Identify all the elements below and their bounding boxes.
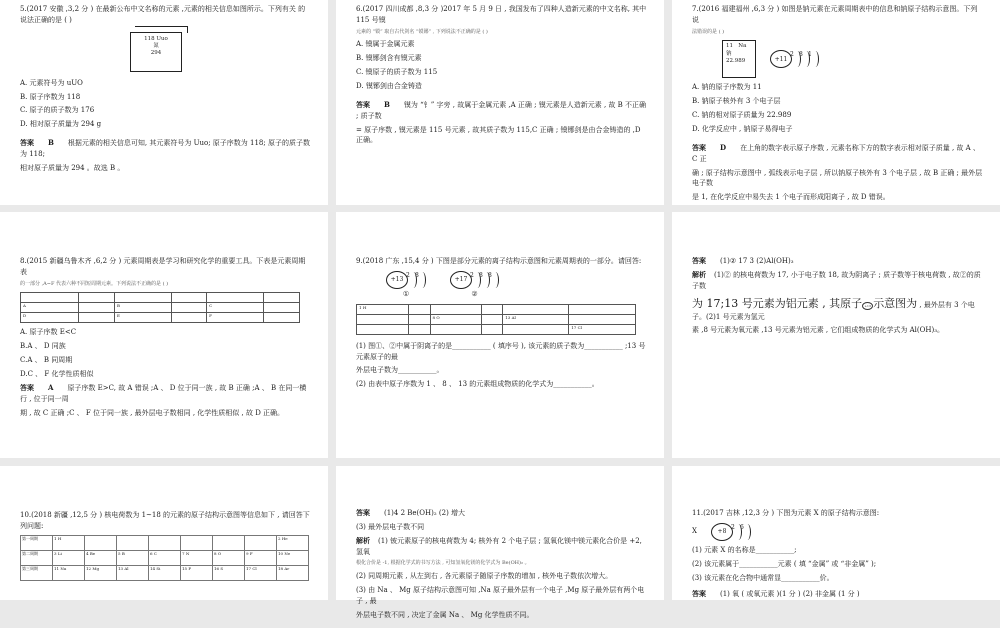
question-stem-cont: 法错误的是 ( ) — [692, 28, 725, 35]
explanation: 是 1, 在化学反应中易失去 1 个电子而形成阳离子 , 故 D 错误。 — [692, 193, 890, 202]
sub-question-1: (1) 图①、②中属于阴离子的是___________ ( 填序号 ), 该元素的质子数为___________ ;13 号元素原子的最 — [356, 341, 646, 361]
explanation-emphasis: 为 17;13 号元素为铝元素 , 其原子 +13 示意图为 , 最外层有 3 个电子。(2)1 号元素为氢元 — [692, 296, 975, 321]
sub-question-3: (3) 该元素在化合物中通常显___________价。 — [692, 573, 834, 582]
answer-line: 答案 (1) 氧 ( 或氧元素 )(1 分 ) (2) 非金属 (1 分 ) — [692, 589, 860, 599]
question-stem: 5.(2017 安徽 ,3,2 分 ) 在最新公布中文名称的元素 ,元素的相关信息如图所示。下列有关 的说法正确的是 ( ) — [20, 5, 306, 24]
explanation: 外层电子数不同 , 决定了金属 Na 、 Mg 化学性质不同。 — [356, 610, 534, 619]
explanation: 解析 (1)② 的核电荷数为 17, 小于电子数 18, 故为阴离子 ; 质子数等于核电荷数 , 故②的质子数 — [692, 269, 981, 290]
question-card-11 — [672, 466, 1000, 600]
ion-diagram-2: +17 2 8 8 ② — [450, 271, 499, 300]
question-stem-cont: 的一部分 ,A~F 代表六种不同短周期元素。下列说法不正确的是 ( ) — [20, 280, 169, 287]
option: A. 钠的原子序数为 11 — [692, 83, 762, 92]
option: D. 相对原子质量为 294 g — [20, 120, 102, 129]
question-card-9 — [336, 212, 664, 458]
option: C. 钠的相对原子质量为 22.989 — [692, 111, 792, 120]
question-card-6 — [336, 0, 664, 205]
explanation: 相对原子质量为 294 。故选 B 。 — [20, 163, 125, 172]
option: C.A 、 B 同周期 — [20, 356, 73, 365]
answer-line: 答案 D 在上角的数字表示原子序数 , 元素名称下方的数字表示相对原子质量 , 故 A 、C 正 — [692, 142, 980, 163]
answer-card-10 — [336, 466, 664, 619]
element-info-box: 11 Na 钠 22.989 — [722, 40, 756, 78]
option: A. 镆属于金属元素 — [356, 40, 415, 49]
atomic-structure-grid: 第一周期 1 H 2 He 第二周期 3 Li 4 Be 5 B 6 C 7 N 8 O 9 F 10 Ne 第三周期 11 Na 12 Mg 13 Al 14 Si 15 P 16 S 17 Cl 18 Ar — [20, 535, 309, 581]
option: B. 钠原子核外有 3 个电子层 — [692, 97, 781, 106]
question-card-5 — [0, 0, 328, 205]
answer-line-2: (3) 最外层电子数不同 — [356, 522, 425, 531]
option: D. 化学反应中 , 钠原子易得电子 — [692, 124, 793, 133]
sub-question-1-cont: 外层电子数为___________。 — [356, 366, 444, 375]
question-stem-cont: 元素的 “镆” 取自古代剑名 “镆铘” , 下列说法不正确的是 ( ) — [356, 28, 488, 35]
option: B. 原子序数为 118 — [20, 92, 81, 101]
question-card-7 — [672, 0, 1000, 205]
answer-line: 答案 B 根据元素的相关信息可知, 其元素符号为 Uuo; 原子序数为 118; 原子的质子数为 118; — [20, 138, 310, 158]
answer-card-9 — [672, 212, 1000, 458]
option: B. 镆铘剑含有镆元素 — [356, 54, 422, 63]
option: D. 镆铘剑由合金铸造 — [356, 81, 422, 90]
sub-question-1: (1) 元素 X 的名称是___________; — [692, 545, 797, 554]
option: A. 元素符号为 uUO — [20, 78, 83, 87]
option: D.C 、 F 化学性质相似 — [20, 369, 94, 378]
question-stem: 10.(2018 新疆 ,12,5 分 ) 核电荷数为 1~18 的元素的原子结构示意图等信息如下 , 请回答下列问题: — [20, 511, 310, 530]
explanation: (3) 由 Na 、 Mg 原子结构示意图可知 ,Na 原子最外层有一个电子 ,Mg 原子最外层有两个电子 , 最 — [356, 585, 645, 605]
al-atom-mini-icon: +13 — [862, 302, 873, 310]
sub-question-2: (2) 该元素属于___________元素 ( 填 “金属” 或 “非金属” ); — [692, 559, 877, 568]
answer-line: 答案 (1)② 17 3 (2)Al(OH)₃ — [692, 256, 794, 265]
ion-diagram-1: +13 2 8 ① — [386, 271, 426, 300]
explanation: (2) 同周期元素 , 从左到右 , 各元素原子随原子序数的增加 , 核外电子数依次增大。 — [356, 572, 613, 581]
question-card-8 — [0, 212, 328, 458]
question-stem: 11.(2017 吉林 ,12,3 分 ) 下图为元素 X 的原子结构示意图: — [692, 509, 880, 517]
explanation: 素 ,8 号元素为氧元素 ,13 号元素为铝元素 , 它们组成物质的化学式为 Al(OH)₃。 — [692, 326, 945, 335]
option: C. 原子的质子数为 176 — [20, 106, 95, 115]
explanation: 期 , 故 C 正确 ;C 、 F 位于同一族 , 最外层电子数相同 , 化学性质相似 , 故 D 正确。 — [20, 408, 285, 417]
question-stem: 9.(2018 广东 ,15,4 分 ) 下图是部分元素的离子结构示意图和元素周期表的一部分。请回答: — [356, 257, 642, 265]
answer-line: 答案 A 原子序数 E>C, 故 A 错误 ;A 、 D 位于同一族 , 故 B 正确 ;A 、 B 在同一横行 , 位于同一周 — [20, 382, 307, 403]
periodic-table-fragment: 1 H 8 O 13 Al 17 Cl — [356, 304, 636, 335]
explanation: 根化合价是 -1, 根据化学式的书写方法 , 可知氢氧化镁的化学式为 Be(OH)₂ 。 — [356, 560, 530, 567]
explanation: 解析 (1) 铍元素原子的核电荷数为 4; 核外有 2 个电子层 ; 氢氧化镁中镁元素化合价是 +2, 氢氧 — [356, 535, 642, 556]
question-stem: 6.(2017 四川成都 ,8,3 分 )2017 年 5 月 9 日 , 我国发布了四种人造新元素的中文名称, 其中 115 号镆 — [356, 5, 647, 24]
option: C. 镆原子的质子数为 115 — [356, 68, 438, 77]
answer-line: 答案 B 镆为 “钅” 字旁 , 故属于金属元素 ,A 正确 ; 镆元素是人造新元素 , 故 B 不正确 ; 质子数 — [356, 99, 647, 120]
element-x-label: X — [692, 527, 697, 536]
atom-structure-diagram: +8 2 6 — [711, 523, 751, 541]
question-card-10 — [0, 466, 328, 600]
option: A. 原子序数 E<C — [20, 328, 77, 337]
answer-line: 答案 (1)4 2 Be(OH)₂ (2) 增大 — [356, 508, 466, 517]
option: B.A 、 D 同族 — [20, 342, 66, 351]
atom-structure-diagram: +11 2 8 1 — [770, 50, 819, 68]
sub-question-2: (2) 由表中原子序数为 1 、 8 、 13 的元素组成物质的化学式为___________。 — [356, 380, 599, 389]
element-info-box: 118 Uuo 氮 294 — [130, 32, 182, 72]
explanation: 确 ; 原子结构示意图中 , 弧线表示电子层 , 所以钠原子核外有 3 个电子层 , 故 B 正确 ; 最外层电子数 — [692, 168, 983, 188]
explanation: = 原子序数 , 镆元素是 115 号元素 , 故其质子数为 115,C 正确 ; 镆铘剑是由合金铸造的 ,D 正确。 — [356, 125, 641, 145]
question-stem: 7.(2016 福建福州 ,6,3 分 ) 如图是钠元素在元素周期表中的信息和钠原子结构示意图。下列说 — [692, 5, 978, 24]
periodic-table-fragment: A B C D E F — [20, 292, 300, 323]
question-stem: 8.(2015 新疆乌鲁木齐 ,6,2 分 ) 元素周期表是学习和研究化学的重要工具。下表是元素周期表 — [20, 257, 306, 276]
